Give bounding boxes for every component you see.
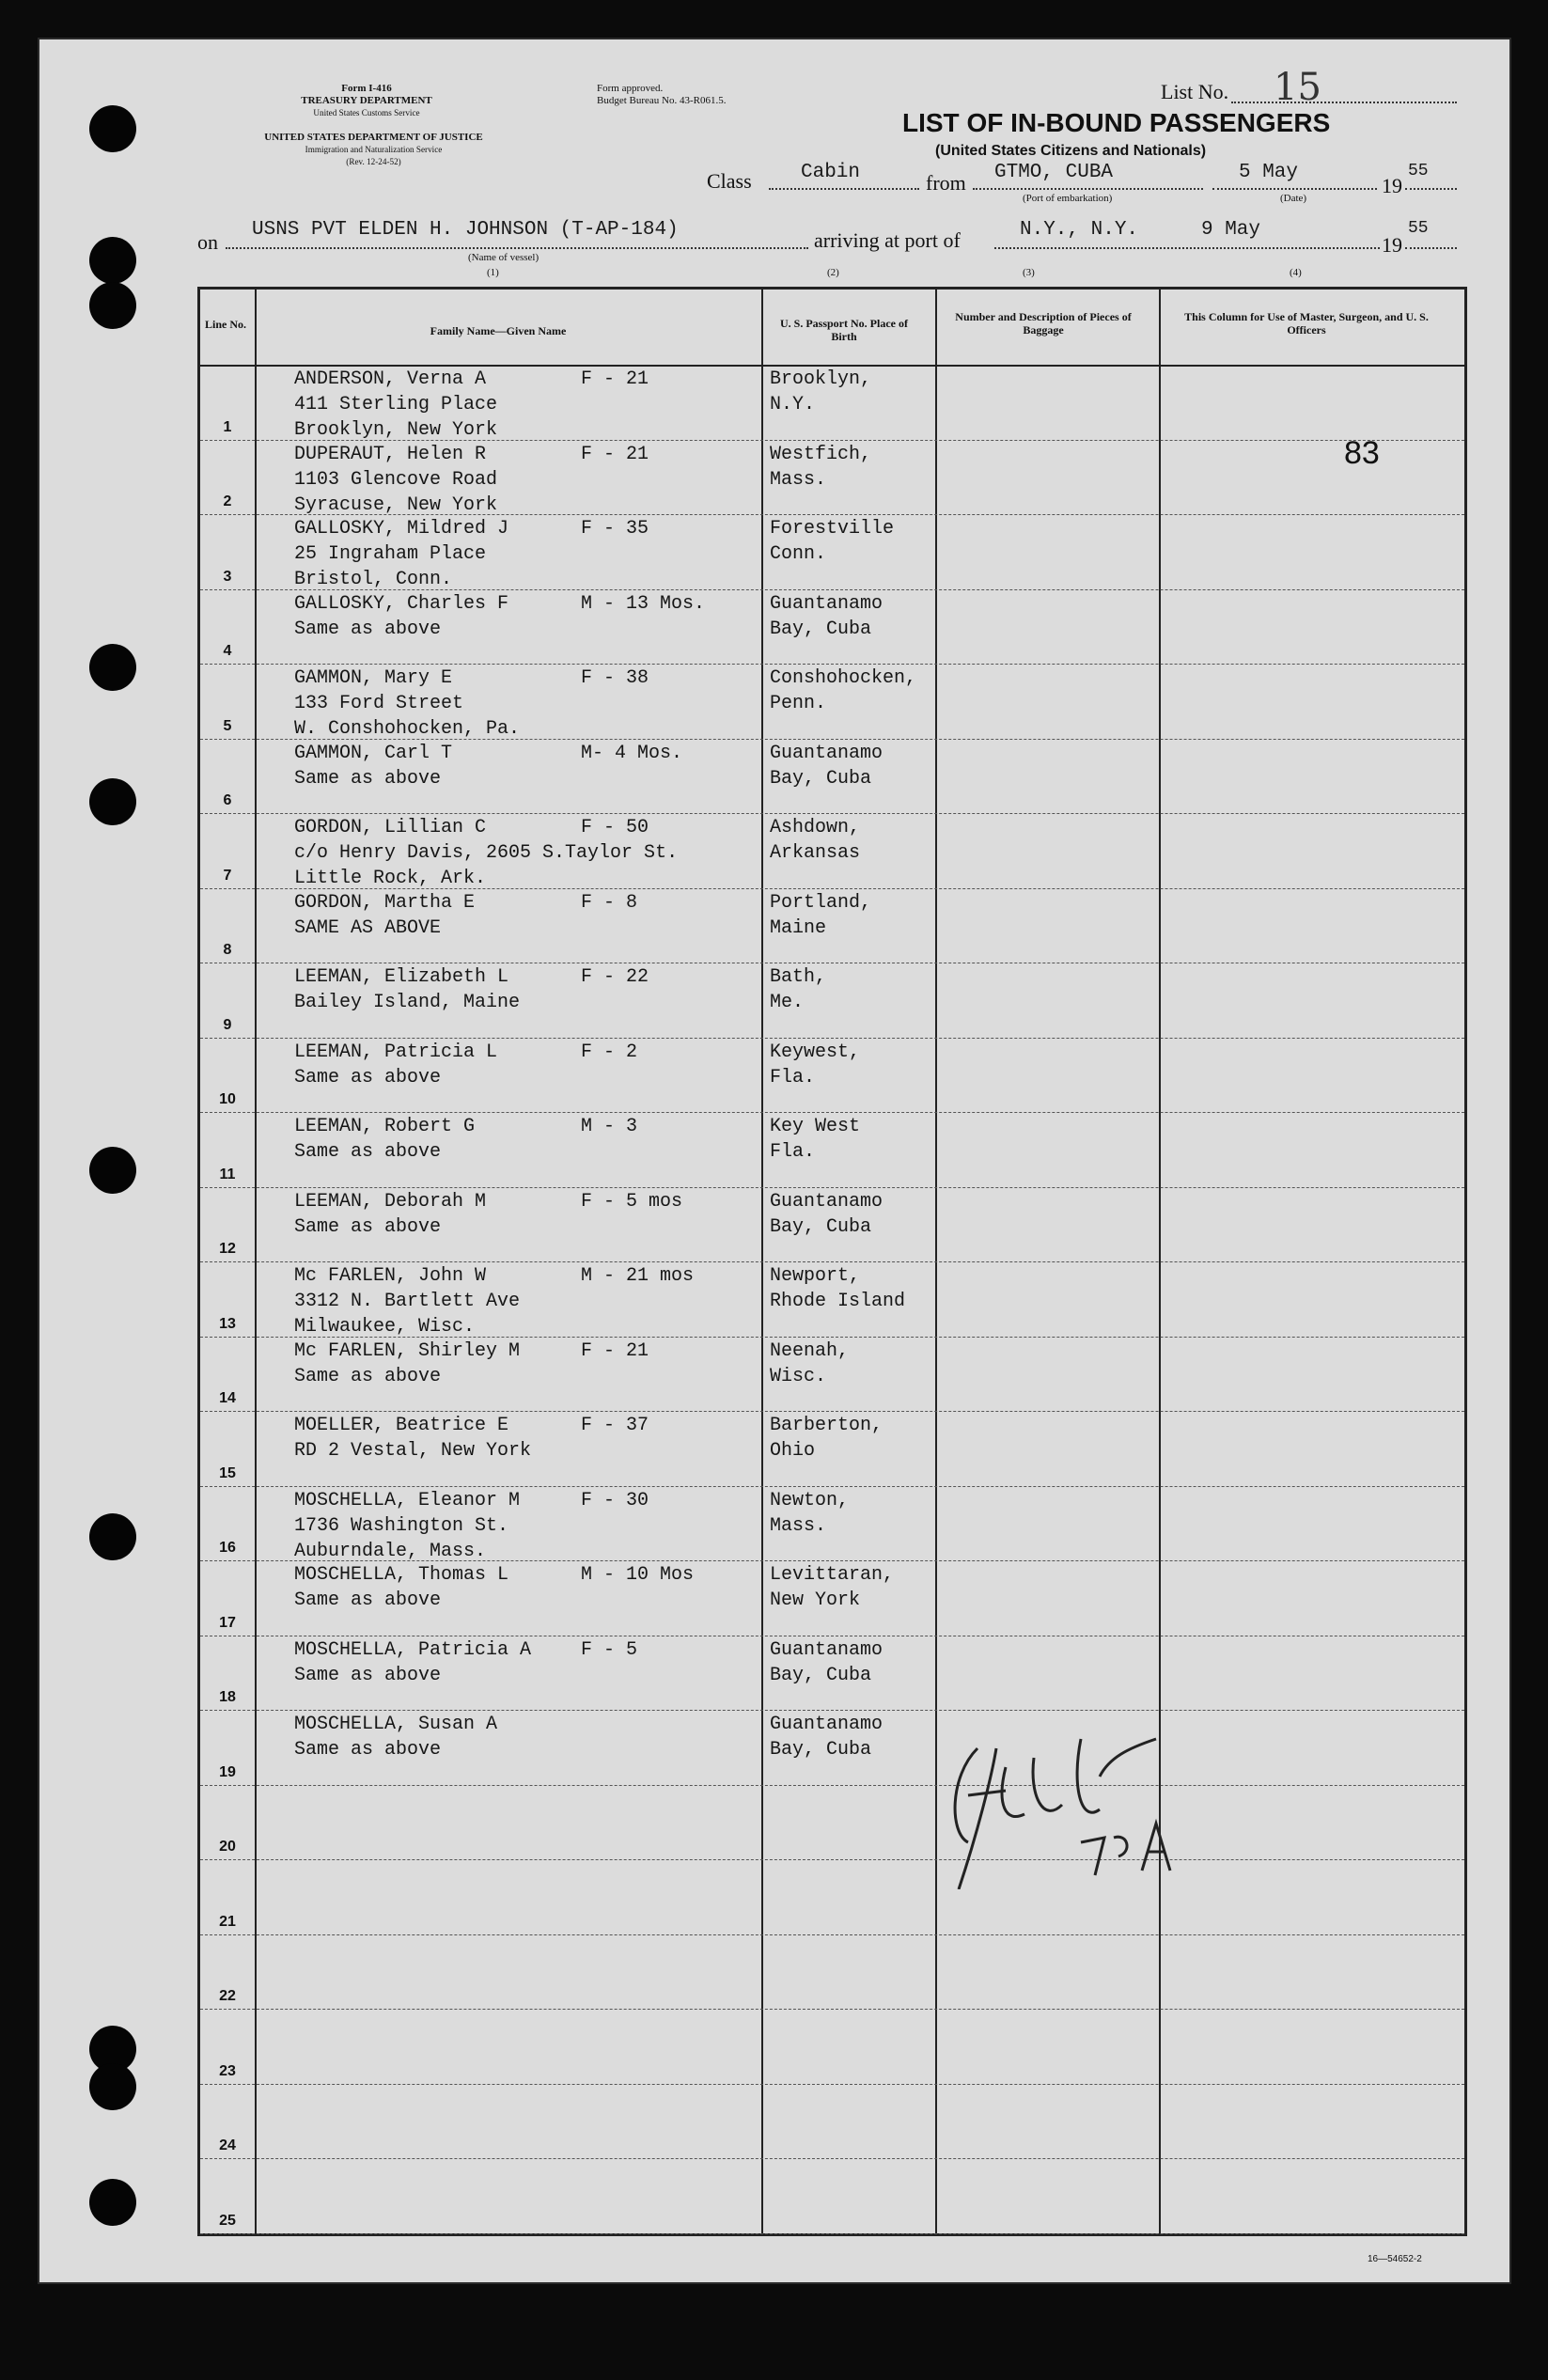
- place-of-birth: Keywest, Fla.: [770, 1041, 861, 1088]
- stamp-number: 83: [1344, 435, 1380, 471]
- line-number: 25: [219, 2212, 236, 2229]
- page-subtitle: (United States Citizens and Nationals): [935, 143, 1207, 159]
- form-approval: Form approved. Budget Bureau No. 43-R061.5.: [597, 83, 727, 106]
- passenger-address: c/o Henry Davis, 2605 S.Taylor St. Little Rock, Ark.: [294, 842, 679, 889]
- passenger-address: Same as above: [294, 1739, 442, 1761]
- table-row: [200, 589, 1464, 665]
- sex-age: F - 37: [581, 1415, 649, 1436]
- place-of-birth: Newton, Mass.: [770, 1489, 850, 1537]
- line-number: 15: [219, 1464, 236, 1481]
- form-agency-block: Form I-416 TREASURY DEPARTMENT United States Customs Service: [301, 83, 432, 117]
- place-of-birth: Guantanamo Bay, Cuba: [770, 1638, 883, 1686]
- table-row: [200, 664, 1464, 740]
- date-caption: (Date): [1280, 193, 1307, 204]
- table-row: [200, 440, 1464, 516]
- place-of-birth: Key West Fla.: [770, 1116, 861, 1163]
- column-header-name: Family Name—Given Name: [430, 324, 567, 337]
- line-number: 6: [223, 792, 232, 808]
- line-number: 3: [223, 568, 232, 585]
- table-row: [200, 1710, 1464, 1786]
- passenger-address: 1736 Washington St. Auburndale, Mass.: [294, 1514, 509, 1562]
- binder-hole: [89, 105, 136, 152]
- table-row: [200, 813, 1464, 889]
- passenger-address: Same as above: [294, 1215, 442, 1238]
- from-value: GTMO, CUBA: [994, 162, 1114, 183]
- vessel-caption: (Name of vessel): [468, 252, 539, 263]
- table-row: [200, 1859, 1464, 1935]
- passenger-address: Same as above: [294, 1141, 442, 1163]
- list-no-label: List No.: [1161, 80, 1229, 103]
- passenger-table: [197, 287, 1467, 2236]
- place-of-birth: Ashdown, Arkansas: [770, 817, 861, 864]
- passenger-name: LEEMAN, Deborah M: [294, 1190, 487, 1213]
- arriving-label: arriving at port of: [814, 228, 961, 252]
- table-row: [200, 365, 1464, 441]
- line-number: 5: [223, 717, 232, 734]
- column-header-line-no: Line No.: [204, 318, 246, 331]
- place-of-birth: Guantanamo Bay, Cuba: [770, 742, 883, 790]
- table-row: [200, 1337, 1464, 1413]
- place-of-birth: Forestville Conn.: [770, 518, 895, 565]
- passenger-address: 25 Ingraham Place Bristol, Conn.: [294, 543, 487, 590]
- line-number: 18: [219, 1689, 236, 1705]
- place-of-birth: Bath, Me.: [770, 966, 827, 1013]
- sex-age: F - 2: [581, 1041, 638, 1063]
- line-number: 7: [223, 867, 232, 884]
- table-row: [200, 739, 1464, 815]
- sex-age: M - 21 mos: [581, 1265, 695, 1287]
- place-of-birth: Barberton, Ohio: [770, 1415, 883, 1462]
- sex-age: F - 50: [581, 817, 649, 838]
- class-value: Cabin: [801, 162, 861, 183]
- sex-age: F - 22: [581, 966, 649, 988]
- passenger-address: 133 Ford Street W. Conshohocken, Pa.: [294, 693, 521, 740]
- from-caption: (Port of embarkation): [1023, 193, 1113, 204]
- sex-age: F - 5: [581, 1638, 638, 1661]
- table-row: [200, 1411, 1464, 1487]
- passenger-address: Same as above: [294, 1589, 442, 1611]
- date1-value: 5 May: [1239, 162, 1299, 183]
- passenger-name: Mc FARLEN, Shirley M: [294, 1339, 521, 1362]
- binder-hole: [89, 1513, 136, 1560]
- passenger-name: MOSCHELLA, Eleanor M: [294, 1489, 521, 1511]
- line-number: 24: [219, 2137, 236, 2153]
- column-header-passport: U. S. Passport No. Place of Birth: [780, 317, 908, 343]
- sex-age: M- 4 Mos.: [581, 742, 683, 764]
- sex-age: M - 13 Mos.: [581, 592, 706, 615]
- place-of-birth: Guantanamo Bay, Cuba: [770, 1714, 883, 1761]
- sex-age: M - 10 Mos: [581, 1564, 695, 1586]
- signature-image: [940, 1720, 1241, 1889]
- date2-value: 9 May: [1201, 219, 1261, 241]
- sex-age: F - 21: [581, 1339, 649, 1362]
- passenger-address: 3312 N. Bartlett Ave Milwaukee, Wisc.: [294, 1291, 521, 1338]
- table-row: [200, 888, 1464, 964]
- sex-age: F - 35: [581, 518, 649, 540]
- class-label: Class: [707, 169, 752, 193]
- passenger-address: Same as above: [294, 767, 442, 790]
- table-row: [200, 1560, 1464, 1636]
- passenger-address: Bailey Island, Maine: [294, 992, 521, 1013]
- col1-number: (1): [487, 267, 499, 278]
- passenger-name: MOSCHELLA, Thomas L: [294, 1564, 509, 1586]
- year1-value: 55: [1408, 162, 1429, 180]
- year1-prefix: 19: [1382, 174, 1402, 197]
- line-number: 23: [219, 2062, 236, 2079]
- table-row: [200, 2158, 1464, 2234]
- table-row: [200, 2084, 1464, 2160]
- binder-hole: [89, 282, 136, 329]
- line-number: 1: [223, 418, 232, 435]
- line-number: 9: [223, 1016, 232, 1033]
- vessel-value: USNS PVT ELDEN H. JOHNSON (T-AP-184): [252, 219, 679, 241]
- sex-age: F - 38: [581, 667, 649, 689]
- place-of-birth: Westfich, Mass.: [770, 443, 872, 491]
- binder-hole: [89, 644, 136, 691]
- passenger-name: GORDON, Martha E: [294, 891, 476, 914]
- column-header-baggage: Number and Description of Pieces of Baggage: [955, 310, 1132, 337]
- year2-value: 55: [1408, 219, 1429, 238]
- sex-age: F - 21: [581, 443, 649, 465]
- place-of-birth: Guantanamo Bay, Cuba: [770, 1190, 883, 1238]
- port-value: N.Y., N.Y.: [1020, 219, 1139, 241]
- passenger-name: LEEMAN, Elizabeth L: [294, 966, 509, 988]
- col3-number: (3): [1023, 267, 1035, 278]
- on-label: on: [197, 230, 218, 254]
- line-number: 16: [219, 1540, 236, 1556]
- passenger-address: SAME AS ABOVE: [294, 916, 442, 939]
- line-number: 8: [223, 942, 232, 958]
- passenger-address: Same as above: [294, 1664, 442, 1686]
- binder-hole: [89, 2063, 136, 2110]
- list-no-value: 15: [1274, 66, 1321, 109]
- line-number: 11: [219, 1166, 236, 1182]
- table-row: [200, 963, 1464, 1039]
- page-title: LIST OF IN-BOUND PASSENGERS: [902, 108, 1331, 137]
- sex-age: F - 21: [581, 368, 649, 390]
- footer-form-code: 16—54652-2: [1368, 2254, 1422, 2264]
- passenger-address: Same as above: [294, 1066, 442, 1088]
- sex-age: F - 8: [581, 891, 638, 914]
- sex-age: M - 3: [581, 1116, 638, 1137]
- passenger-name: MOELLER, Beatrice E: [294, 1415, 509, 1436]
- place-of-birth: Levittaran, New York: [770, 1564, 895, 1611]
- table-row: [200, 2009, 1464, 2085]
- passenger-address: RD 2 Vestal, New York: [294, 1440, 532, 1462]
- passenger-name: LEEMAN, Patricia L: [294, 1041, 498, 1063]
- table-row: [200, 1187, 1464, 1263]
- place-of-birth: Newport, Rhode Island: [770, 1265, 906, 1312]
- binder-hole: [89, 237, 136, 284]
- year2-prefix: 19: [1382, 233, 1402, 257]
- line-number: 4: [223, 643, 232, 659]
- passenger-address: Same as above: [294, 1365, 442, 1387]
- table-row: [200, 1038, 1464, 1114]
- line-number: 12: [219, 1241, 236, 1257]
- passenger-name: DUPERAUT, Helen R: [294, 443, 487, 465]
- col4-number: (4): [1290, 267, 1302, 278]
- table-row: [200, 1261, 1464, 1338]
- passenger-name: GALLOSKY, Charles F: [294, 592, 509, 615]
- column-header-officers: This Column for Use of Master, Surgeon, and U. S. Officers: [1184, 310, 1429, 337]
- list-no-line: [1231, 102, 1457, 103]
- binder-hole: [89, 1147, 136, 1194]
- passenger-name: MOSCHELLA, Patricia A: [294, 1638, 532, 1661]
- table-row: [200, 1636, 1464, 1712]
- passenger-name: GALLOSKY, Mildred J: [294, 518, 509, 540]
- line-number: 22: [219, 1988, 236, 2004]
- passenger-name: Mc FARLEN, John W: [294, 1265, 487, 1287]
- sex-age: F - 5 mos: [581, 1190, 683, 1213]
- passenger-name: GORDON, Lillian C: [294, 817, 487, 838]
- line-number: 10: [219, 1091, 236, 1107]
- line-number: 13: [219, 1315, 236, 1332]
- passenger-name: GAMMON, Carl T: [294, 742, 453, 764]
- table-row: [200, 1934, 1464, 2011]
- line-number: 20: [219, 1839, 236, 1855]
- form-agency-block-2: UNITED STATES DEPARTMENT OF JUSTICE Immigration and Naturalization Service (Rev. 12-24-52): [264, 132, 483, 166]
- passenger-name: MOSCHELLA, Susan A: [294, 1714, 498, 1735]
- line-number: 17: [219, 1614, 236, 1631]
- place-of-birth: Portland, Maine: [770, 891, 872, 939]
- passenger-name: GAMMON, Mary E: [294, 667, 453, 689]
- line-number: 19: [219, 1763, 236, 1780]
- line-number: 21: [219, 1913, 236, 1930]
- passenger-address: Same as above: [294, 618, 442, 640]
- place-of-birth: Conshohocken, Penn.: [770, 667, 917, 714]
- line-number: 2: [223, 493, 232, 509]
- passenger-name: ANDERSON, Verna A: [294, 368, 487, 390]
- passenger-address: 1103 Glencove Road Syracuse, New York: [294, 468, 498, 516]
- table-row: [200, 514, 1464, 590]
- line-number: 14: [219, 1390, 236, 1406]
- passenger-name: LEEMAN, Robert G: [294, 1116, 476, 1137]
- col2-number: (2): [827, 267, 839, 278]
- place-of-birth: Neenah, Wisc.: [770, 1339, 850, 1387]
- sex-age: F - 30: [581, 1489, 649, 1511]
- place-of-birth: Brooklyn, N.Y.: [770, 368, 872, 415]
- binder-hole: [89, 778, 136, 825]
- place-of-birth: Guantanamo Bay, Cuba: [770, 592, 883, 640]
- binder-hole: [89, 2179, 136, 2226]
- table-row: [200, 1785, 1464, 1861]
- table-row: [200, 1486, 1464, 1562]
- from-label: from: [926, 171, 966, 195]
- passenger-address: 411 Sterling Place Brooklyn, New York: [294, 394, 498, 441]
- table-row: [200, 1112, 1464, 1188]
